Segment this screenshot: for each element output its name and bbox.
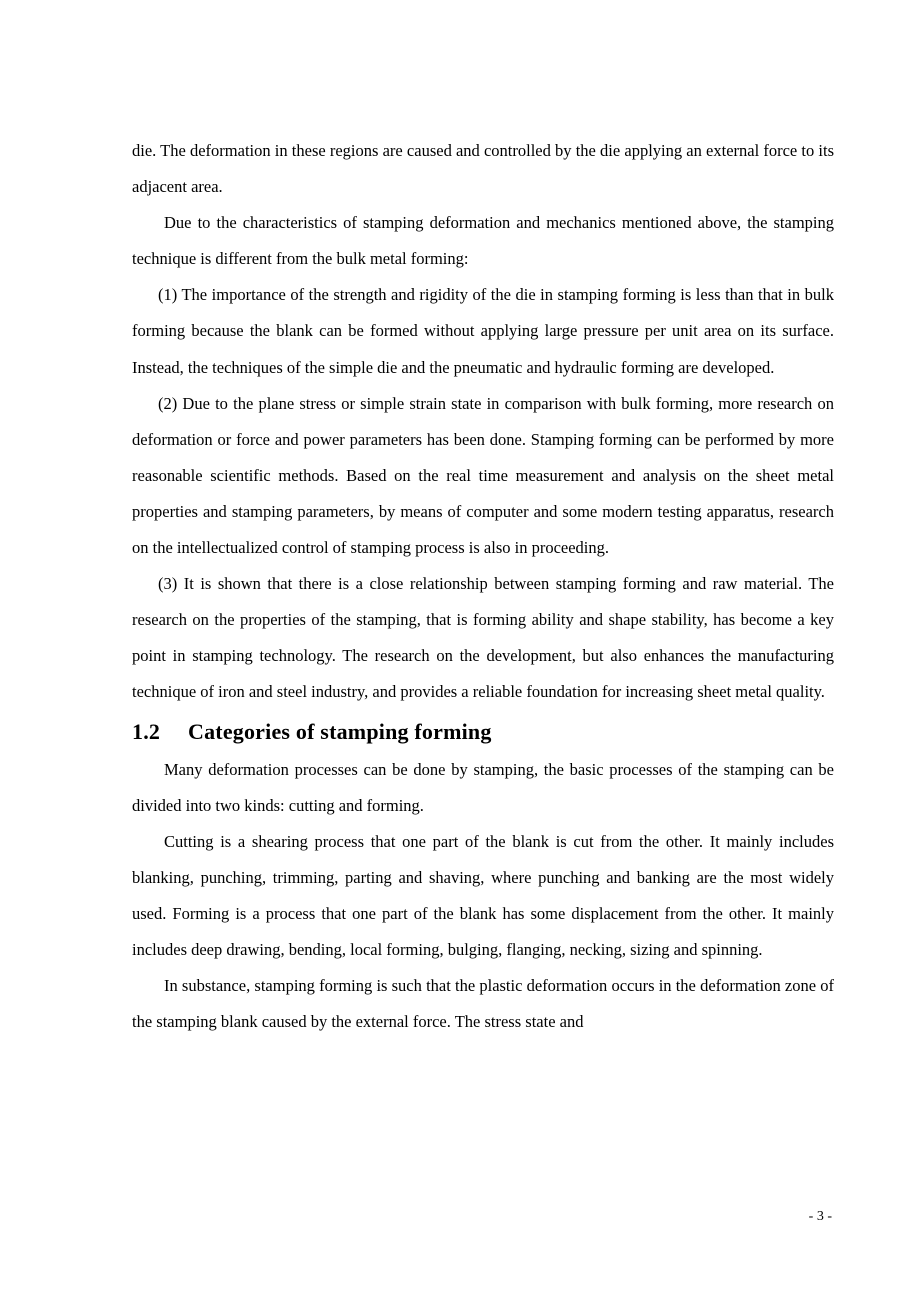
- paragraph-processes: Many deformation processes can be done by stamping, the basic processes of the stamping can be divided into two kinds: cutting and forming.: [132, 759, 834, 815]
- list-item-2: (2) Due to the plane stress or simple strain state in comparison with bulk forming, more research on deformation or force and power parameters has been done. Stamping forming can be performed by more reasonable scientific methods. Based on the real time measurement and analysis on the sheet metal properties and stamping parameters, by means of computer and some modern testing apparatus, research on the intellectualized control of stamping process is also in proceeding.: [132, 393, 834, 558]
- document-page: [132, 133, 834, 1040]
- section-heading: [132, 712, 834, 752]
- paragraph-continuation: die. The deformation in these regions are caused and controlled by the die applying an external force to its adjacent area.: [132, 141, 834, 197]
- section-title: Categories of stamping forming: [188, 718, 492, 744]
- list-item-1: (1) The importance of the strength and rigidity of the die in stamping forming is less than that in bulk forming because the blank can be formed without applying large pressure per unit area on its surface. Instead, the techniques of the simple die and the pneumatic and hydraulic forming are developed.: [132, 285, 834, 377]
- paragraph-intro: Due to the characteristics of stamping deformation and mechanics mentioned above, the stamping technique is different from the bulk metal forming:: [132, 213, 834, 269]
- paragraph-substance: In substance, stamping forming is such that the plastic deformation occurs in the deformation zone of the stamping blank caused by the external force. The stress state and: [132, 976, 834, 1032]
- section-number: 1.2: [132, 718, 161, 744]
- page-number: - 3 -: [808, 1209, 832, 1224]
- list-item-3: (3) It is shown that there is a close relationship between stamping forming and raw material. The research on the properties of the stamping, that is forming ability and shape stability, has become a key point in stamping technology. The research on the development, but also enhances the manufacturing technique of iron and steel industry, and provides a reliable foundation for increasing sheet metal quality.: [132, 574, 834, 702]
- paragraph-cutting: Cutting is a shearing process that one part of the blank is cut from the other. It mainly includes blanking, punching, trimming, parting and shaving, where punching and banking are the most widely used. Forming is a process that one part of the blank has some displacement from the other. It mainly includes deep drawing, bending, local forming, bulging, flanging, necking, sizing and spinning.: [132, 831, 834, 959]
